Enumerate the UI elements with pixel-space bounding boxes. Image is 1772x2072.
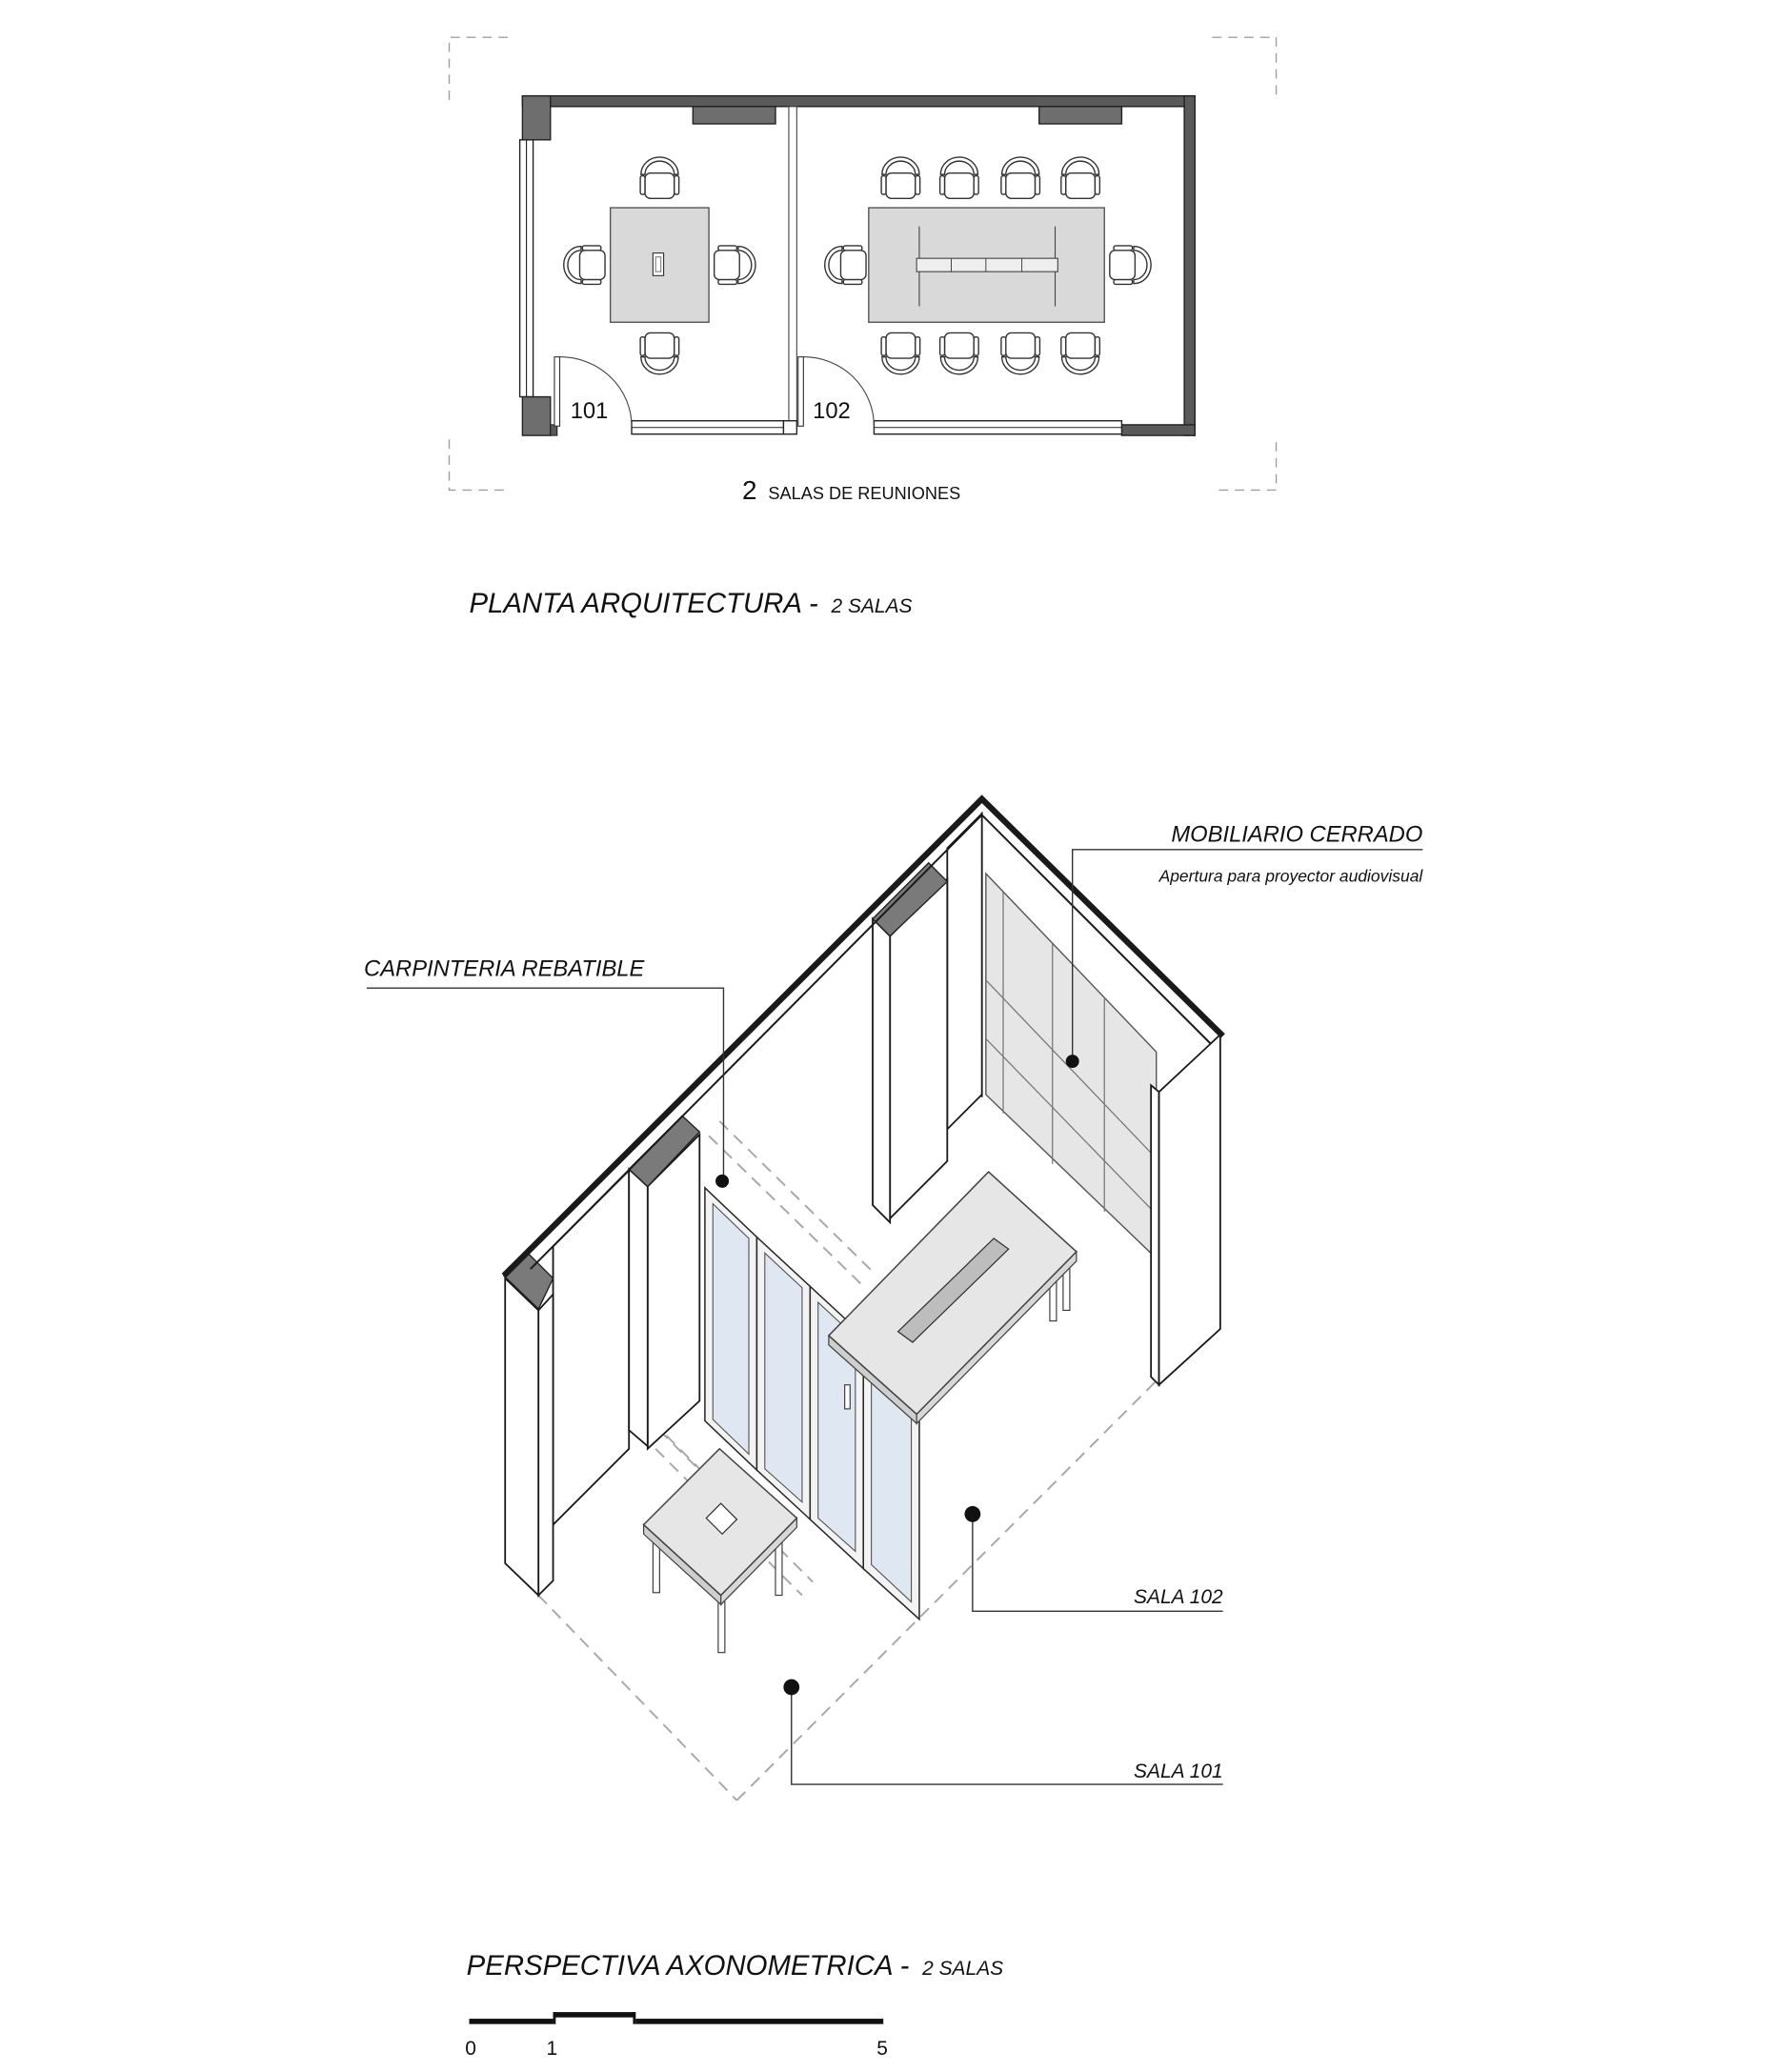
floor-plan: [450, 37, 1277, 619]
chair: [1061, 157, 1100, 198]
axonometric-title: [467, 1950, 1003, 1981]
table-101-outlet: [653, 253, 663, 276]
axonometric-title-main: PERSPECTIVA AXONOMETRICA -: [466, 1949, 910, 1981]
floor-outline-left: [538, 1596, 736, 1800]
wall-bottom-right: [1121, 425, 1195, 435]
door-leaf-102: [798, 357, 804, 427]
column-corner-side: [538, 1295, 553, 1596]
table-102-cable-tray: [916, 258, 1057, 272]
wall-face-corner: [947, 814, 981, 1129]
axonometric-title-sub: 2 SALAS: [922, 1957, 1004, 1980]
plan-caption: [742, 475, 960, 505]
scale-bar: [465, 2012, 888, 2060]
plan-caption-number: 2: [742, 475, 757, 506]
leader-dot-sala-101: [783, 1680, 799, 1696]
label-mobiliario-note: Apertura para proyector audiovisual: [1158, 866, 1423, 886]
scale-bar-tick: [633, 2012, 635, 2024]
label-sala-101: SALA 101: [1134, 1760, 1223, 1783]
partition-end: [783, 421, 796, 434]
plan-title: [469, 588, 912, 619]
wall-face-101-left: [554, 1171, 630, 1525]
chair: [1001, 157, 1040, 198]
label-carpinteria-rebatible: CARPINTERIA REBATIBLE: [364, 956, 645, 982]
column-right-front: [1159, 1035, 1220, 1385]
scale-bar-segment-2-5: [635, 2019, 883, 2024]
pillar-bottom-left: [522, 397, 550, 436]
wall-block-102: [1039, 107, 1122, 124]
door-panel-1-glass: [713, 1204, 749, 1455]
scale-bar-segment-1-2: [554, 2012, 636, 2018]
label-sala-102: SALA 102: [1134, 1585, 1223, 1608]
room-label-102: 102: [813, 397, 851, 424]
wall-face-101-right: [648, 1135, 700, 1449]
door-leaf-101: [554, 357, 560, 427]
chair: [1061, 332, 1100, 373]
pillar-top-left: [522, 96, 550, 140]
plan-caption-text: SALAS DE REUNIONES: [768, 484, 961, 504]
chair: [881, 157, 920, 198]
scale-bar-label-0: 0: [465, 2037, 476, 2060]
partition-wall: [789, 107, 796, 421]
chair: [1001, 332, 1040, 373]
axonometric-view: [364, 799, 1423, 1981]
chair: [881, 332, 920, 373]
chair: [825, 246, 866, 285]
chair: [940, 332, 979, 373]
scale-bar-tick: [554, 2012, 556, 2024]
table-101-leg: [718, 1602, 725, 1653]
scale-bar-label-5: 5: [876, 2037, 888, 2060]
chair: [715, 246, 755, 285]
wall-face-102: [890, 879, 947, 1218]
scale-bar-label-1: 1: [546, 2037, 558, 2060]
leader-dot-sala-102: [964, 1506, 980, 1522]
chair: [640, 157, 679, 198]
door-panel-2-glass: [765, 1253, 802, 1501]
scale-bar-segment-0-1: [469, 2019, 553, 2024]
label-mobiliario-cerrado: MOBILIARIO CERRADO: [1171, 821, 1423, 848]
column-right-side: [1151, 1085, 1158, 1385]
wall-top: [522, 96, 1195, 107]
room-label-101: 101: [570, 397, 609, 424]
leader-dot-carpinteria: [715, 1175, 729, 1188]
wall-block-101: [693, 107, 775, 124]
wall-right: [1184, 96, 1195, 435]
chair: [640, 332, 679, 373]
leader-dot-mobiliario: [1066, 1055, 1079, 1068]
column-102: [873, 918, 890, 1222]
chair: [564, 246, 605, 285]
column-101: [629, 1169, 648, 1446]
chair: [940, 157, 979, 198]
chair: [1110, 246, 1151, 285]
plan-title-sub: 2 SALAS: [831, 594, 913, 617]
door-handle: [845, 1385, 851, 1409]
column-corner-front: [505, 1278, 538, 1596]
plan-title-main: PLANTA ARQUITECTURA -: [469, 587, 818, 619]
